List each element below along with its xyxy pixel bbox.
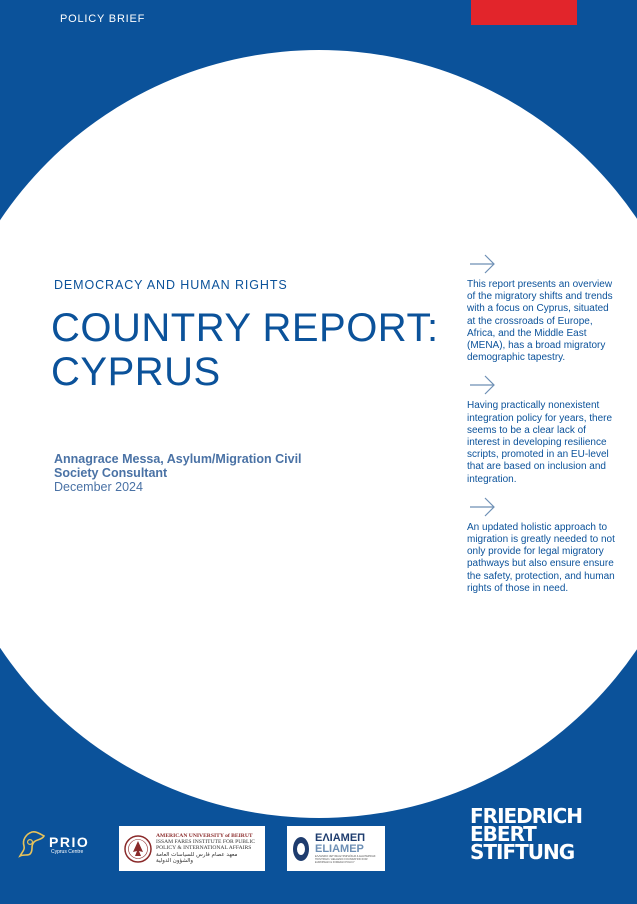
aub-line-2: ISSAM FARES INSTITUTE FOR PUBLIC	[156, 839, 256, 846]
fes-line-3: STIFTUNG	[470, 840, 575, 864]
fes-line-1: FRIEDRICH	[470, 804, 583, 828]
eliamep-logo	[287, 826, 385, 871]
key-point	[467, 496, 617, 595]
aub-arabic-1: معهد عصام فارس للسياسات العامة	[156, 851, 238, 858]
key-point	[467, 253, 617, 364]
publication-date: December 2024	[54, 480, 143, 494]
key-point-text: An updated holistic approach to migration is greatly needed to not only provide for legal migratory pathways but also ensure ensure the safety, protection, and human rights of those in need.	[467, 521, 615, 594]
aub-arabic-2: والشؤون الدولية	[156, 857, 194, 864]
key-point-text: This report presents an overview of the migratory shifts and trends with a focus on Cyprus, situated at the crossroads of Europe, Africa, and the Middle East (MENA), has a broad migratory demographic tapestry.	[467, 279, 613, 364]
arrow-right-icon	[468, 496, 498, 518]
aub-line-3: POLICY & INTERNATIONAL AFFAIRS	[156, 845, 252, 852]
eliamep-greek-name: ΕΛΙΑΜΕΠ	[315, 832, 366, 844]
header-label: POLICY BRIEF	[60, 13, 146, 25]
red-accent-tab	[471, 0, 577, 25]
key-point	[467, 374, 617, 485]
fes-line-2: EBERT	[470, 822, 536, 846]
author-name: Annagrace Messa, Asylum/Migration Civil Society Consultant	[54, 452, 302, 480]
eliamep-latin-name: ELIAMEP	[315, 843, 364, 855]
title-line-2: CYPRUS	[51, 350, 221, 394]
fes-logo	[470, 804, 583, 864]
aub-line-1: AMERICAN UNIVERSITY of BEIRUT	[156, 832, 253, 839]
title-line-1: COUNTRY REPORT:	[51, 306, 439, 350]
prio-name: PRIO	[49, 834, 90, 850]
category-label: DEMOCRACY AND HUMAN RIGHTS	[54, 278, 288, 292]
prio-logo	[18, 830, 89, 860]
prio-subtitle: Cyprus Centre	[51, 849, 84, 855]
report-title	[51, 306, 439, 394]
prio-emblem-icon	[18, 830, 46, 860]
key-points-sidebar	[467, 253, 617, 605]
aub-text	[156, 833, 255, 864]
partner-logos	[0, 804, 637, 880]
arrow-right-icon	[468, 374, 498, 396]
cedar-seal-icon	[123, 832, 153, 866]
eliamep-fine-print: ΕΛΛΗΝΙΚΟ ΙΔΡΥΜΑ ΕΥΡΩΠΑΪΚΗΣ & ΕΞΩΤΕΡΙΚΗΣ ΠΟΛΙΤΙΚΗΣ / HELLENIC FOUNDATION FOR EUROPEAN & FOREIGN POLICY	[315, 855, 376, 864]
key-point-text: Having practically nonexistent integration policy for years, there seems to be a clear lack of interest in developing resilience scripts, promoted in an EU-level that are based on inclusion and integration.	[467, 400, 613, 485]
aub-ifi-logo	[119, 826, 265, 871]
eliamep-emblem-icon	[291, 834, 311, 864]
arrow-right-icon	[468, 253, 498, 275]
